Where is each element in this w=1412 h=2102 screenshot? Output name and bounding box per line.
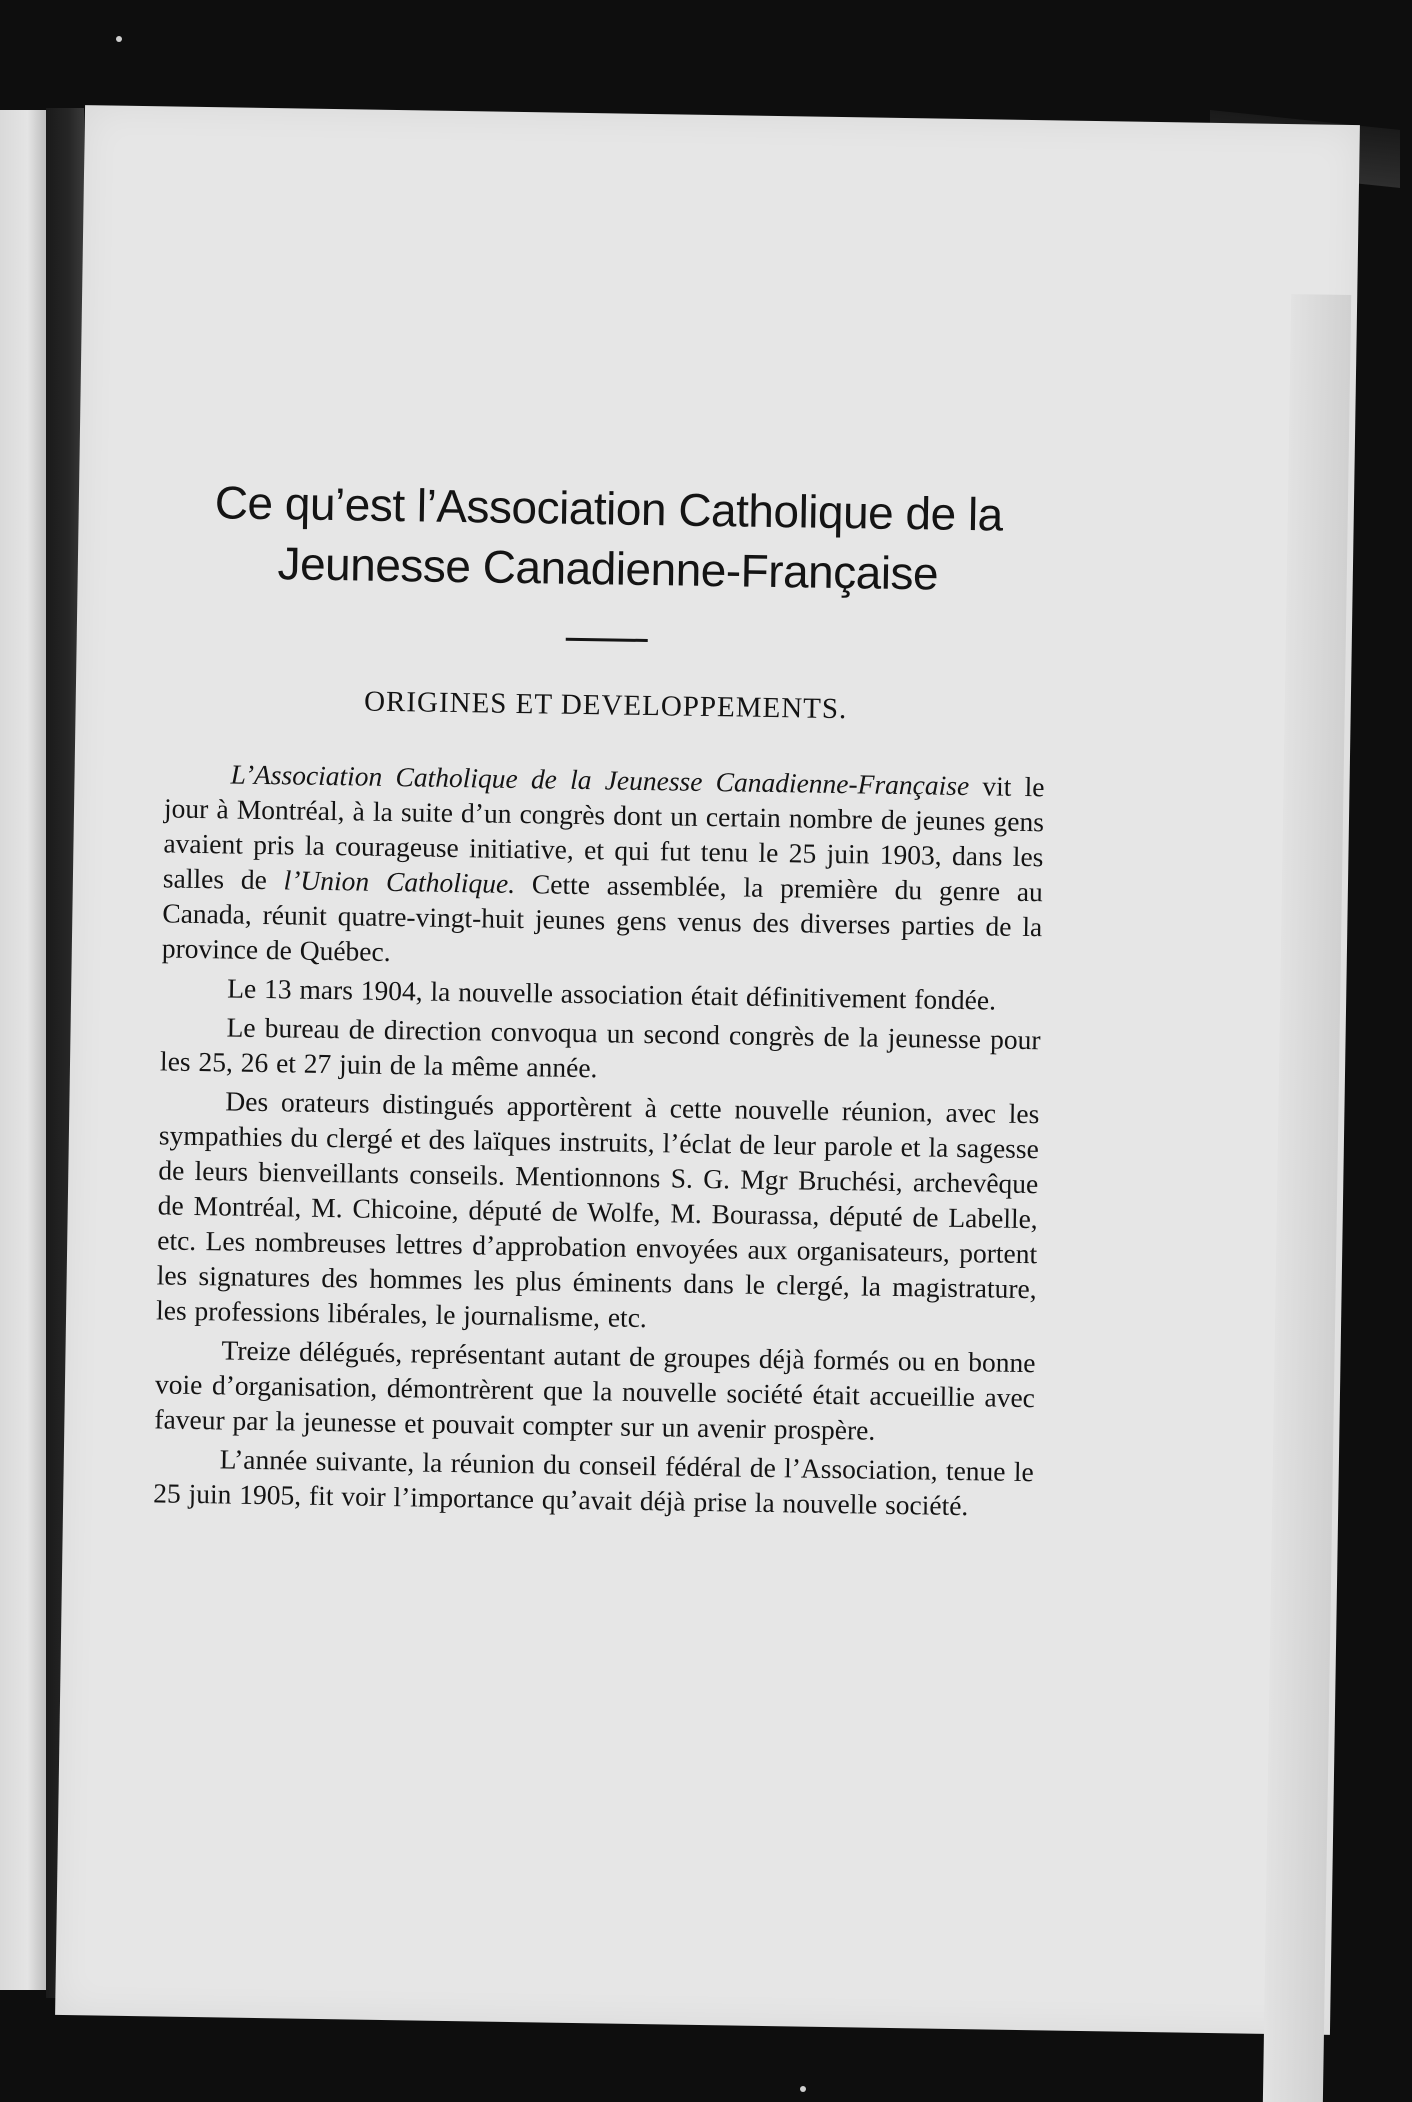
page-stack-edge — [1262, 294, 1351, 2102]
title-divider — [566, 638, 648, 642]
paragraph-second-congress: Le bureau de direction convoqua un second congrès de la jeunesse pour les 25, 26 et 27 juin de la même année. — [159, 1011, 1041, 1084]
paragraph-text: Cette assemblée, la première du genre au Canada, réunit quatre-vingt-huit jeunes gens venus des diverses parties de la province de Québec. — [161, 867, 1044, 968]
union-catholique-italic: l’Union Catholique. — [283, 864, 516, 899]
page-content — [153, 471, 1049, 1528]
dust-speck — [116, 36, 122, 42]
paragraph-following-year: L’année suivante, la réunion du conseil fédéral de l’Association, tenue le 25 juin 1905, fit voir l’importance qu’avait déjà prise la nouvelle société. — [153, 1443, 1034, 1522]
section-heading: ORIGINES ET DEVELOPPEMENTS. — [363, 685, 848, 726]
paragraph-founding: Le 13 mars 1904, la nouvelle association était définitivement fondée. — [226, 972, 997, 1016]
paragraph-text: vit le jour à Montréal, à la suite d’un congrès dont un certain nombre de jeunes gens avaient pris la courageuse initiative, et qui fut tenu le 25 juin 1903, dans les salles de — [162, 770, 1045, 896]
paragraph-speakers: Des orateurs distingués apportèrent à cette nouvelle réunion, avec les sympathies du clergé et des laïques instruits, l’éclat de leur parole et la sagesse de leurs bienveillants conseils. Mentionnons S. G. Mgr Bruchési, archevêque de Montréal, M. Chicoine, député de Wolfe, M. Bourassa, député de Labelle, etc. Les nombreuses lettres d’approbation envoyées aux organisateurs, portent les signatures des hommes les plus éminents dans le clergé, la magistrature, les professions libérales, le journalisme, etc. — [155, 1085, 1040, 1334]
paragraph-delegates: Treize délégués, représentant autant de groupes déjà formés ou en bonne voie d’organisation, démontrèrent que la nouvelle société était accueillie avec faveur par la jeunesse et pouvait compter sur un avenir prospère. — [154, 1334, 1036, 1446]
dust-speck — [800, 2086, 806, 2092]
facing-page-edge — [0, 110, 46, 1990]
document-title: Ce qu’est l’Association Catholique de la Jeunesse Canadienne-Française — [214, 476, 1004, 600]
paragraph-origins — [162, 755, 1045, 979]
book-page — [55, 105, 1360, 2035]
association-name-italic: L’Association Catholique de la Jeunesse Canadienne-Française — [230, 758, 970, 802]
